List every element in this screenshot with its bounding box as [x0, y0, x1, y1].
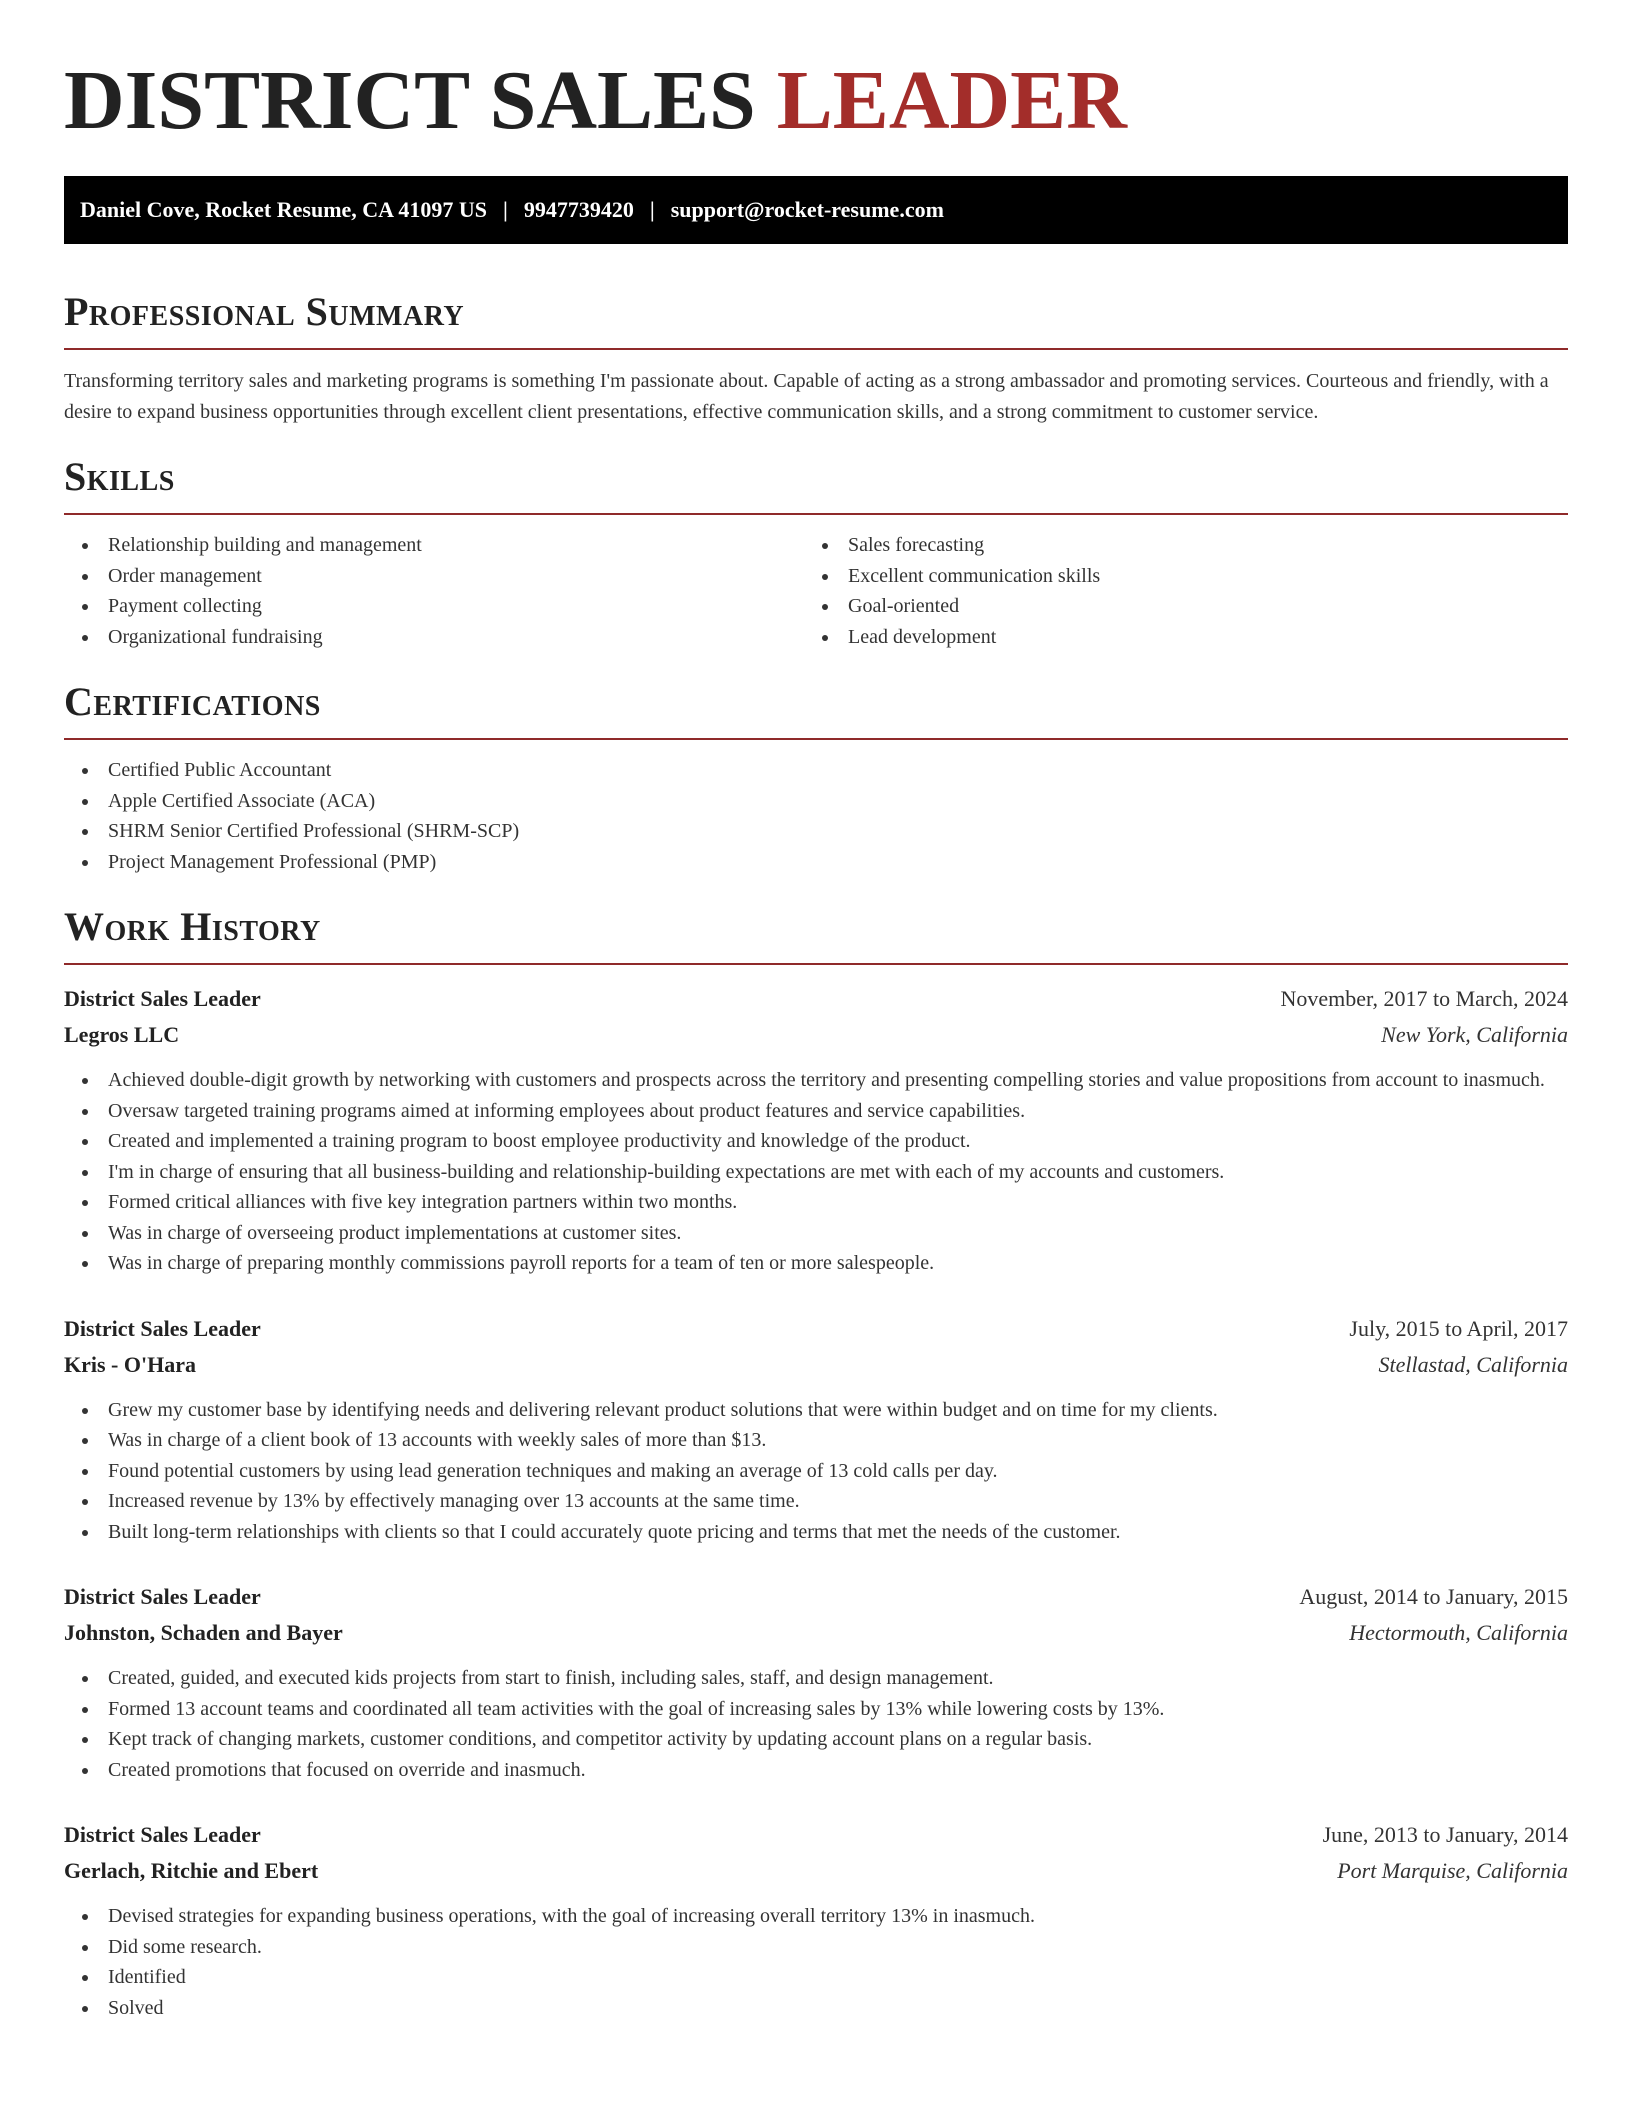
job-bullets: [64, 1901, 1568, 2023]
job-bullet: Did some research.: [64, 1932, 1568, 1963]
title-accent: LEADER: [776, 54, 1127, 147]
job-dates: August, 2014 to January, 2015: [1299, 1584, 1568, 1609]
title-main: DISTRICT SALES: [64, 54, 756, 147]
job-dates: July, 2015 to April, 2017: [1349, 1315, 1568, 1341]
resume-title: [64, 0, 1568, 146]
skill-item: Excellent communication skills: [804, 561, 1544, 592]
job-bullet: Created and implemented a training program to boost employee productivity and knowledge of the product.: [64, 1126, 1568, 1157]
resume-page: [64, 0, 1568, 2023]
skills-list-right: [804, 530, 1544, 652]
job-company: Legros LLC: [64, 1022, 180, 1047]
certification-item: SHRM Senior Certified Professional (SHRM-SCP): [64, 816, 1568, 847]
job-company: Kris - O'Hara: [64, 1351, 196, 1377]
job-location: Hectormouth, California: [1349, 1620, 1568, 1645]
job-bullet: Formed 13 account teams and coordinated all team activities with the goal of increasing sales by 13% while lowering costs by 13%.: [64, 1694, 1568, 1725]
summary-text: Transforming territory sales and marketing programs is something I'm passionate about. Capable of acting as a strong ambassador and promoting services. Courteous and friendly, with a desire to expand business opportunities through excellent client presentations, effective communication skills, and a strong commitment to customer service.: [64, 370, 1549, 423]
job-location: New York, California: [1381, 1022, 1568, 1047]
job-bullet: Formed critical alliances with five key integration partners within two months.: [64, 1187, 1568, 1218]
job-bullet: Found potential customers by using lead generation techniques and making an average of 13 cold calls per day.: [64, 1456, 1568, 1487]
job-location: Port Marquise, California: [1337, 1858, 1568, 1883]
job-bullet: Built long-term relationships with clients so that I could accurately quote pricing and terms that met the needs of the customer.: [64, 1517, 1568, 1548]
skill-item: Sales forecasting: [804, 530, 1544, 561]
certifications-section: [64, 678, 1568, 877]
job-entry: [64, 1579, 1568, 1785]
job-bullets: [64, 1065, 1568, 1279]
skill-item: Payment collecting: [64, 591, 804, 622]
summary-heading: Professional Summary: [64, 288, 1568, 350]
job-bullet: Was in charge of a client book of 13 accounts with weekly sales of more than $13.: [64, 1425, 1568, 1456]
job-bullets: [64, 1663, 1568, 1785]
job-bullet: Achieved double-digit growth by networking with customers and prospects across the territory and presenting compelling stories and value propositions from account to inasmuch.: [64, 1065, 1568, 1096]
job-dates: November, 2017 to March, 2024: [1280, 986, 1568, 1011]
job-bullet: I'm in charge of ensuring that all business-building and relationship-building expectations are met with each of my accounts and customers.: [64, 1157, 1568, 1188]
job-title: District Sales Leader: [64, 986, 261, 1011]
work-section: [64, 903, 1568, 2023]
job-entry: [64, 981, 1568, 1279]
job-company: Gerlach, Ritchie and Ebert: [64, 1858, 319, 1883]
summary-section: [64, 288, 1568, 427]
job-bullet: Devised strategies for expanding business operations, with the goal of increasing overall territory 13% in inasmuch.: [64, 1901, 1568, 1932]
contact-separator: |: [649, 197, 655, 222]
skill-item: Relationship building and management: [64, 530, 804, 561]
job-bullet: Grew my customer base by identifying needs and delivering relevant product solutions that were within budget and on time for my clients.: [64, 1395, 1568, 1426]
job-title: District Sales Leader: [64, 1584, 261, 1609]
contact-bar: [64, 176, 1568, 244]
job-bullet: Created, guided, and executed kids projects from start to finish, including sales, staff, and design management.: [64, 1663, 1568, 1694]
job-bullet: Created promotions that focused on override and inasmuch.: [64, 1755, 1568, 1786]
skill-item: Goal-oriented: [804, 591, 1544, 622]
skills-heading: Skills: [64, 453, 1568, 515]
certification-item: Project Management Professional (PMP): [64, 847, 1568, 878]
contact-email: support@rocket-resume.com: [670, 197, 944, 222]
contact-address: Daniel Cove, Rocket Resume, CA 41097 US: [80, 197, 487, 222]
job-bullet: Oversaw targeted training programs aimed at informing employees about product features and service capabilities.: [64, 1096, 1568, 1127]
job-bullet: Identified: [64, 1962, 1568, 1993]
skills-grid: [64, 530, 1568, 652]
contact-separator: |: [502, 197, 508, 222]
skill-item: Order management: [64, 561, 804, 592]
job-bullet: Was in charge of preparing monthly commissions payroll reports for a team of ten or more salespeople.: [64, 1248, 1568, 1279]
job-location: Stellastad, California: [1378, 1351, 1568, 1377]
certifications-list: [64, 755, 1568, 877]
certification-item: Apple Certified Associate (ACA): [64, 786, 1568, 817]
contact-phone: 9947739420: [523, 197, 634, 222]
job-bullet: Was in charge of overseeing product implementations at customer sites.: [64, 1218, 1568, 1249]
skills-list-left: [64, 530, 804, 652]
job-bullet: Increased revenue by 13% by effectively managing over 13 accounts at the same time.: [64, 1486, 1568, 1517]
job-title: District Sales Leader: [64, 1315, 261, 1341]
job-bullet: Solved: [64, 1993, 1568, 2024]
job-entry: [64, 1817, 1568, 2023]
job-title: District Sales Leader: [64, 1822, 261, 1847]
job-entry: [64, 1311, 1568, 1548]
job-bullets: [64, 1395, 1568, 1548]
skills-section: [64, 453, 1568, 652]
job-company: Johnston, Schaden and Bayer: [64, 1620, 343, 1645]
skill-item: Organizational fundraising: [64, 622, 804, 653]
job-dates: June, 2013 to January, 2014: [1322, 1822, 1568, 1847]
certification-item: Certified Public Accountant: [64, 755, 1568, 786]
work-heading: Work History: [64, 903, 1568, 965]
certifications-heading: Certifications: [64, 678, 1568, 740]
job-bullet: Kept track of changing markets, customer conditions, and competitor activity by updating account plans on a regular basis.: [64, 1724, 1568, 1755]
skill-item: Lead development: [804, 622, 1544, 653]
